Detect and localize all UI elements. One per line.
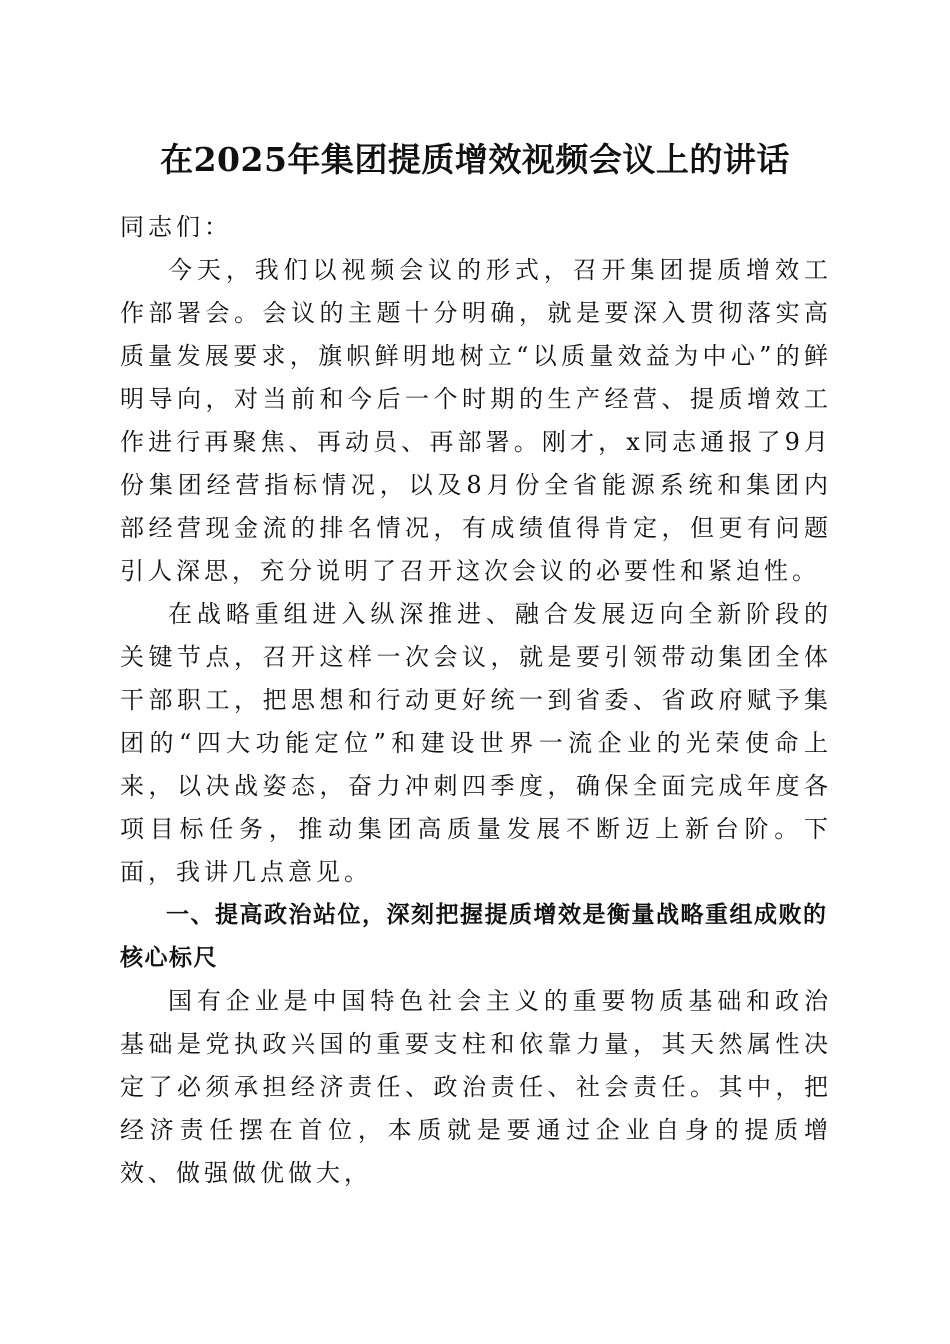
document-title: 在2025年集团提质增效视频会议上的讲话 [160, 140, 790, 179]
paragraph-opening: 今天，我们以视频会议的形式，召开集团提质增效工作部署会。会议的主题十分明确，就是要深入贯彻落实高质量发展要求，旗帜鲜明地树立“以质量效益为中心”的鲜明导向，对当前和今后一个时期的生产经营、提质增效工作进行再聚焦、再动员、再部署。刚才，x同志通报了9月份集团经营指标情况，以及8月份全省能源系统和集团内部经营现金流的排名情况，有成绩值得肯定，但更有问题引人深思，充分说明了召开这次会议的必要性和紧迫性。 [120, 256, 832, 585]
section-paragraph-1: 国有企业是中国特色社会主义的重要物质基础和政治基础是党执政兴国的重要支柱和依靠力量，其天然属性决定了必须承担经济责任、政治责任、社会责任。其中，把经济责任摆在首位，本质就是要通过企业自身的提质增效、做强做优做大， [120, 987, 832, 1187]
section-heading-1: 一、提高政治站位，深刻把握提质增效是衡量战略重组成败的核心标尺 [120, 902, 828, 971]
salutation: 同志们： [120, 213, 232, 241]
paragraph-purpose: 在战略重组进入纵深推进、融合发展迈向全新阶段的关键节点，召开这样一次会议，就是要引领带动集团全体干部职工，把思想和行动更好统一到省委、省政府赋予集团的“四大功能定位”和建设世界一流企业的光荣使命上来，以决战姿态，奋力冲刺四季度，确保全面完成年度各项目标任务，推动集团高质量发展不断迈上新台阶。下面，我讲几点意见。 [120, 600, 832, 886]
document-body [120, 206, 832, 1195]
